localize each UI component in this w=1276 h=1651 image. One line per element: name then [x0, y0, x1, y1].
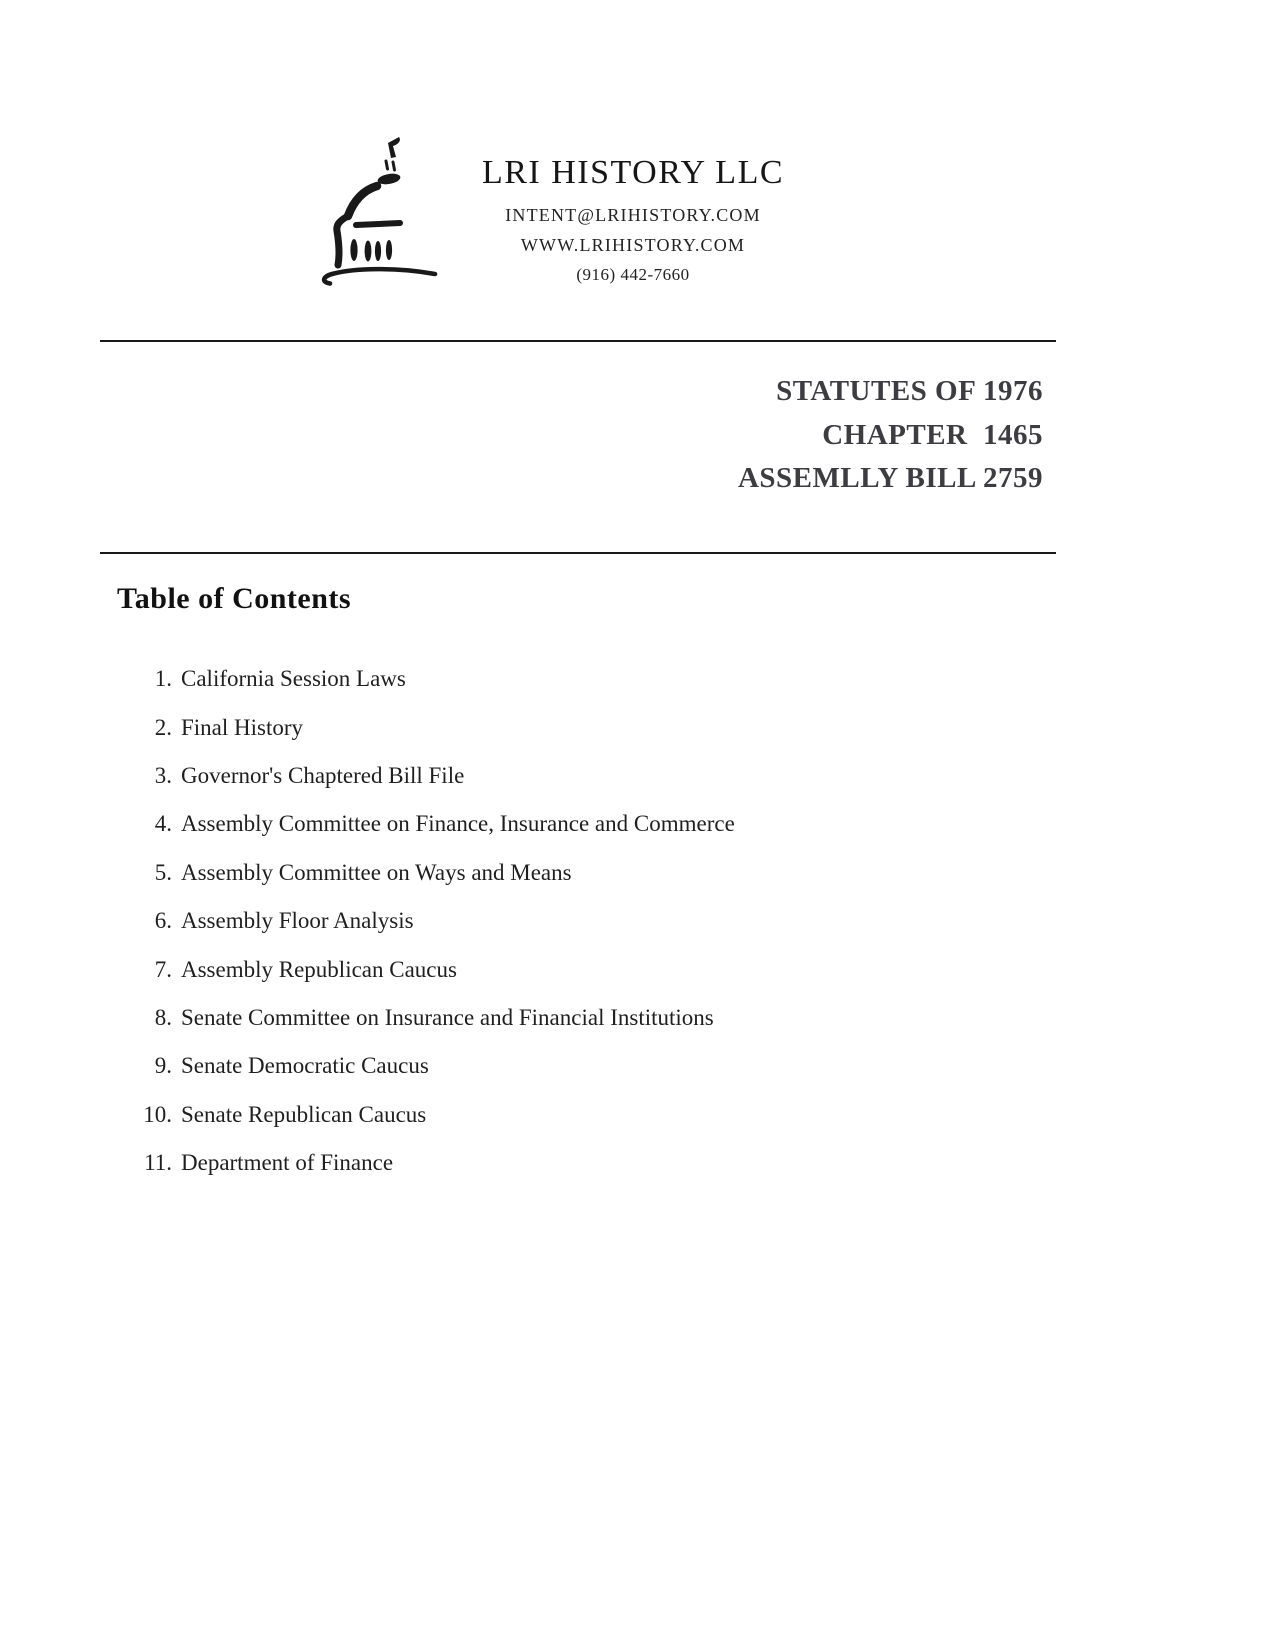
toc-item-number: 9. — [154, 1053, 172, 1079]
toc-item-3 — [117, 752, 1017, 800]
toc-item-number: 8. — [154, 1004, 172, 1030]
toc-item-label: Assembly Committee on Ways and Means — [181, 859, 572, 885]
toc-item-1 — [117, 655, 1017, 703]
company-website: WWW.LRIHISTORY.COM — [520, 235, 746, 255]
divider-bottom — [100, 552, 1056, 554]
toc-title: Table of Contents — [117, 582, 352, 615]
toc-item-7 — [117, 945, 1017, 993]
toc-item-number: 2. — [154, 714, 172, 740]
divider-top — [100, 340, 1056, 342]
toc-item-10 — [117, 1091, 1017, 1139]
chapter-line: CHAPTER 1465 — [822, 418, 1043, 451]
company-phone: (916) 442-7660 — [576, 265, 690, 284]
toc-item-number: 3. — [154, 762, 172, 788]
toc-item-label: Department of Finance — [181, 1150, 394, 1176]
company-header — [458, 152, 808, 285]
toc-item-label: Senate Democratic Caucus — [181, 1053, 429, 1079]
toc-item-number: 4. — [154, 811, 172, 837]
toc-item-8 — [117, 994, 1017, 1042]
toc-item-number: 7. — [154, 956, 172, 982]
toc-item-9 — [117, 1042, 1017, 1090]
toc-item-6 — [117, 897, 1017, 945]
toc-item-number: 10. — [143, 1101, 172, 1127]
toc-item-11 — [117, 1139, 1017, 1187]
toc-item-label: Final History — [181, 714, 304, 740]
capitol-dome-icon — [296, 134, 438, 288]
toc-item-label: Assembly Floor Analysis — [181, 908, 414, 934]
company-email: INTENT@LRIHISTORY.COM — [505, 205, 761, 225]
toc-item-label: Senate Republican Caucus — [181, 1101, 427, 1127]
toc-item-2 — [117, 703, 1017, 751]
bill-line: ASSEMLLY BILL 2759 — [737, 462, 1043, 494]
company-name: LRI HISTORY LLC — [481, 154, 785, 191]
toc-item-number: 1. — [154, 666, 172, 692]
toc-item-number: 5. — [154, 859, 172, 885]
toc-item-5 — [117, 849, 1017, 897]
toc-item-4 — [117, 800, 1017, 848]
toc-item-label: Assembly Committee on Finance, Insurance and Commerce — [181, 811, 735, 837]
toc-item-label: Senate Committee on Insurance and Financial Institutions — [181, 1004, 714, 1030]
case-header — [738, 370, 1043, 501]
toc-item-number: 6. — [154, 908, 172, 934]
capitol-dome-logo — [296, 134, 438, 288]
toc-item-label: Governor's Chaptered Bill File — [181, 762, 465, 788]
toc-list — [117, 655, 1017, 1187]
toc-item-label: Assembly Republican Caucus — [181, 956, 457, 982]
statutes-line: STATUTES OF 1976 — [776, 375, 1043, 407]
toc-item-label: California Session Laws — [181, 666, 406, 692]
toc-item-number: 11. — [144, 1150, 172, 1176]
